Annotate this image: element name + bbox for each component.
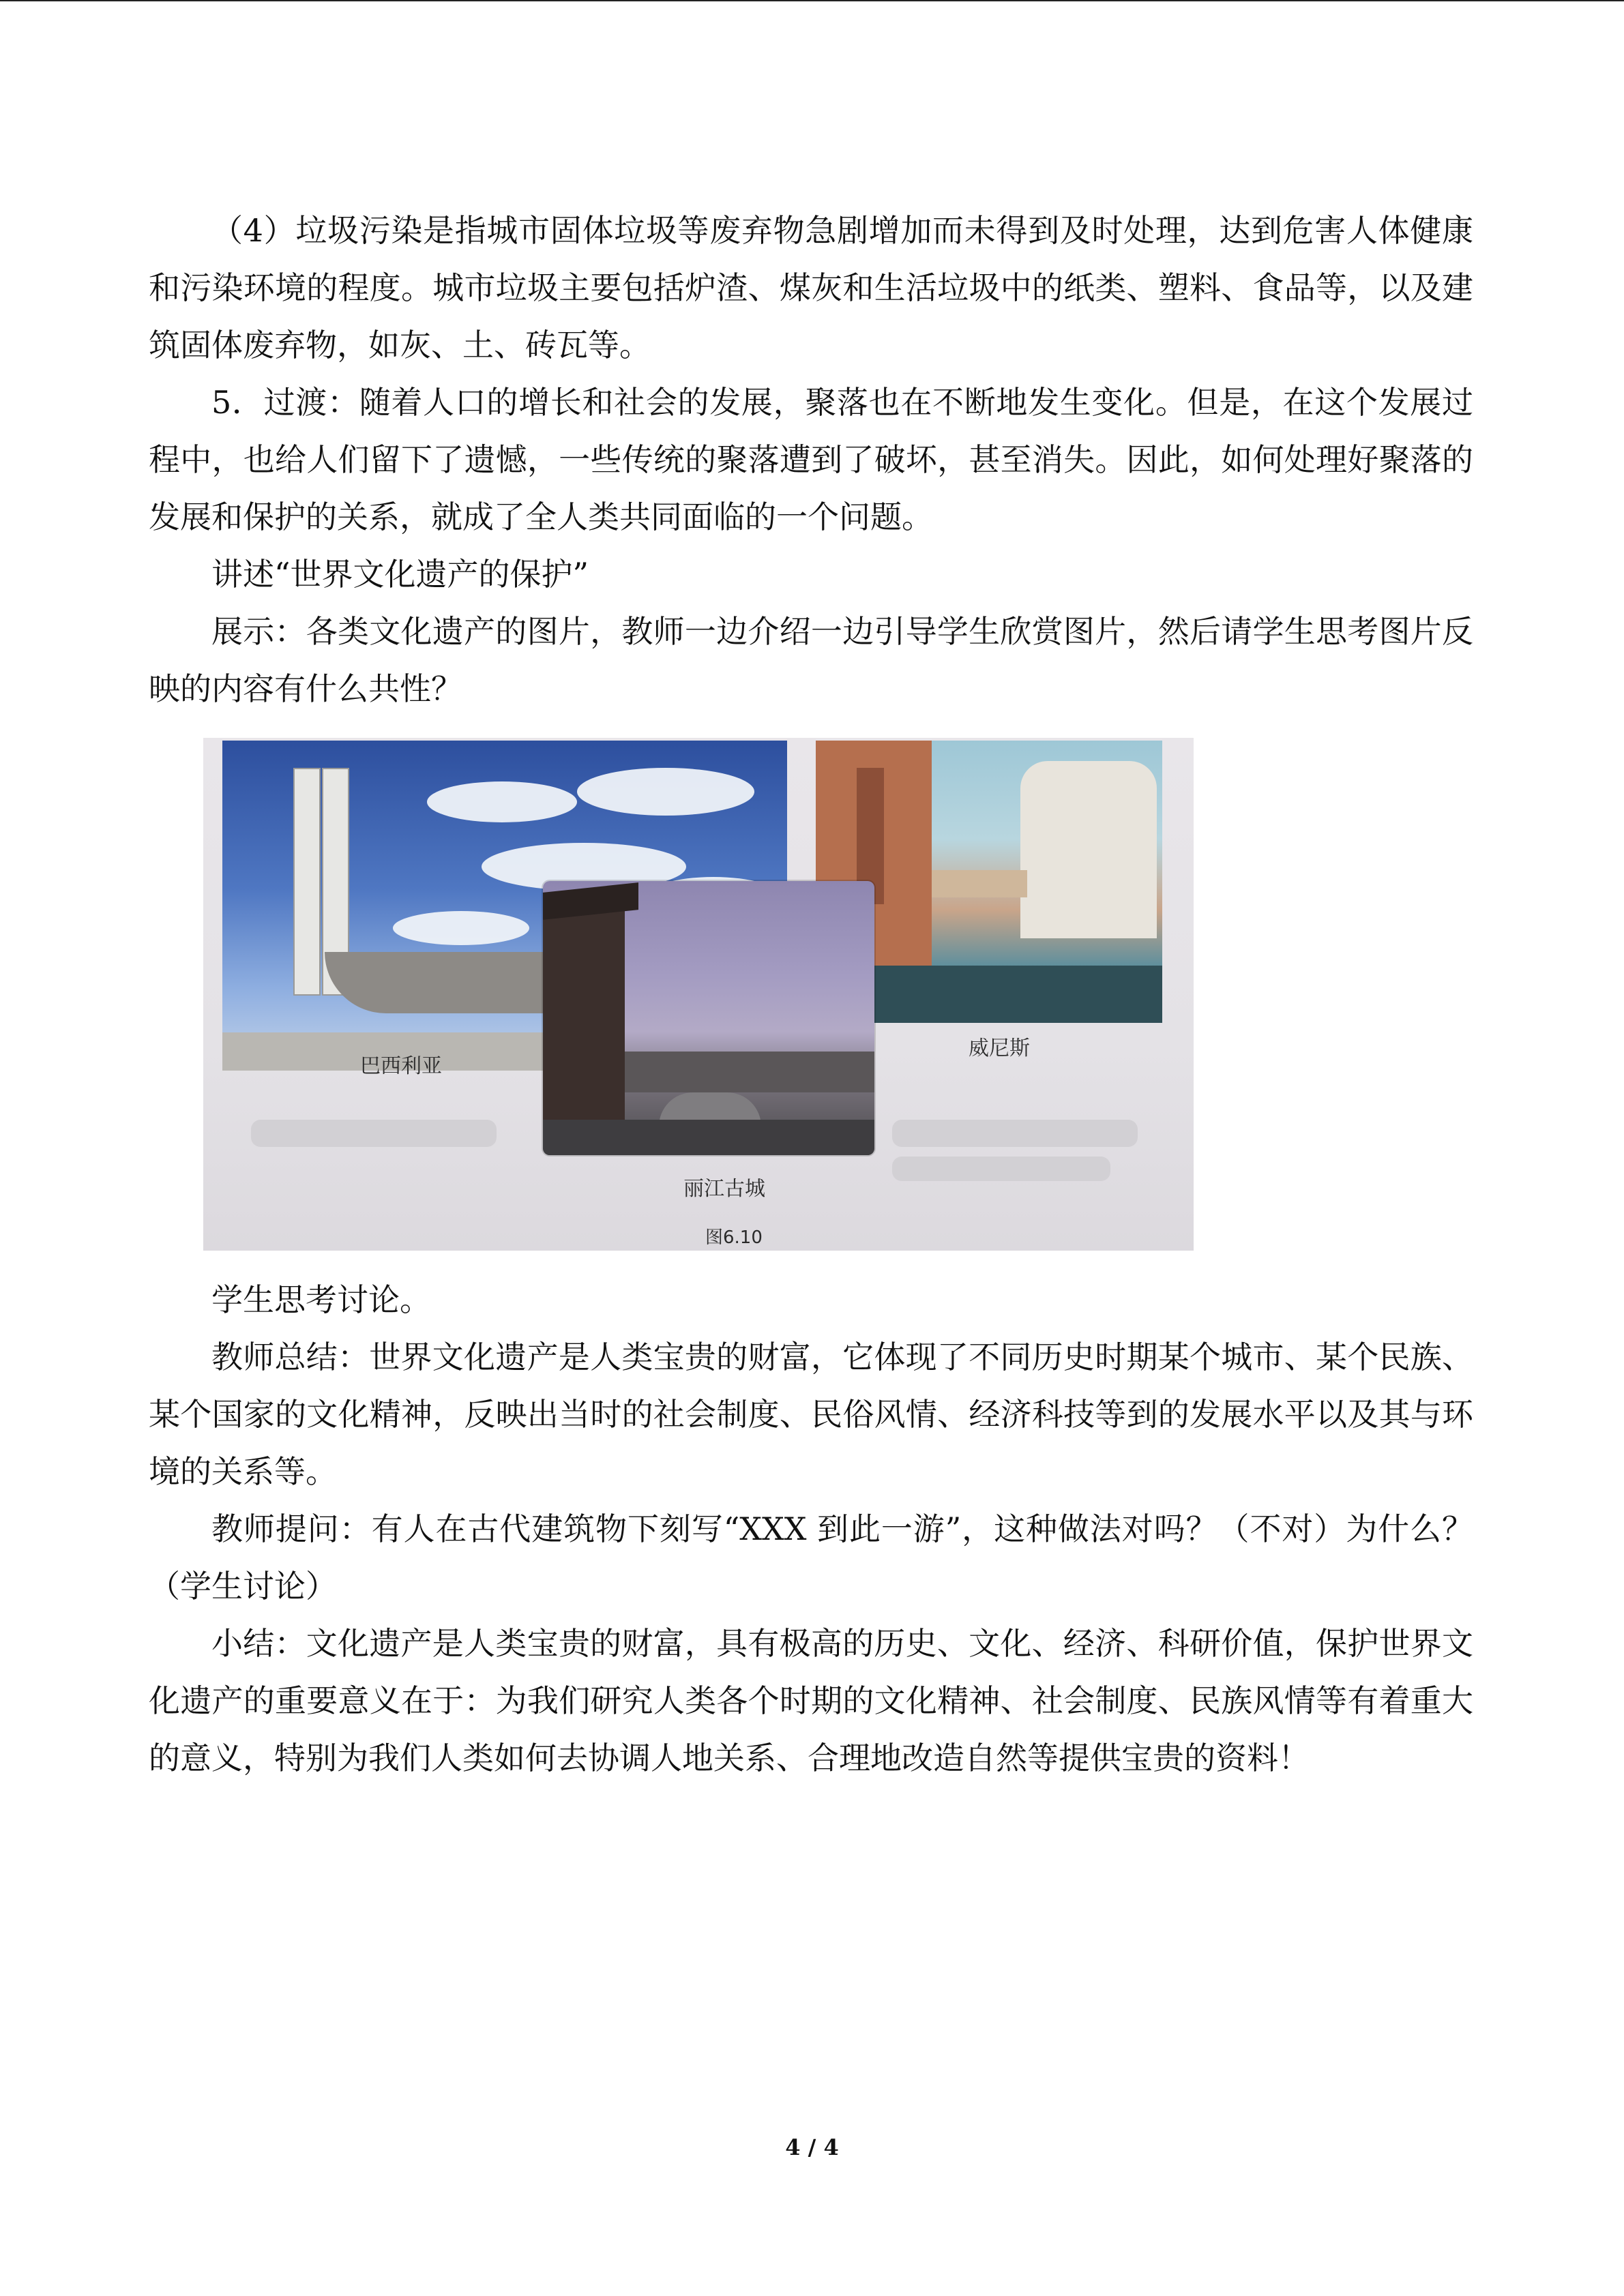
caption-brasilia: 巴西利亚: [360, 1054, 442, 1078]
paragraph-show-pictures: 展示：各类文化遗产的图片，教师一边介绍一边引导学生欣赏图片，然后请学生思考图片反映的内容有什么共性？: [149, 613, 1473, 707]
figure-label: 图6.10: [705, 1227, 763, 1248]
paragraph-lecture-heading: 讲述“世界文化遗产的保护”: [211, 556, 589, 593]
paragraph-transition: 5．过渡：随着人口的增长和社会的发展，聚落也在不断地发生变化。但是，在这个发展过程中，也给人们留下了遗憾，一些传统的聚落遭到了破坏，甚至消失。因此，如何处理好聚落的发展和保护的关系，就成了全人类共同面临的一个问题。: [149, 384, 1473, 535]
paragraph-garbage-pollution: （4）垃圾污染是指城市固体垃圾等废弃物急剧增加而未得到及时处理，达到危害人体健康和污染环境的程度。城市垃圾主要包括炉渣、煤灰和生活垃圾中的纸类、塑料、食品等，以及建筑固体废弃物，如灰、土、砖瓦等。: [149, 212, 1473, 363]
page-number: 4 / 4: [785, 2134, 839, 2160]
lijiang-photo: [543, 881, 874, 1155]
heritage-figure: [203, 738, 1194, 1251]
paragraph-conclusion: 小结：文化遗产是人类宝贵的财富，具有极高的历史、文化、经济、科研价值，保护世界文化遗产的重要意义在于：为我们研究人类各个时期的文化精神、社会制度、民族风情等有着重大的意义，特别为我们人类如何去协调人地关系、合理地改造自然等提供宝贵的资料！: [149, 1625, 1473, 1776]
page-top-border: [0, 0, 1624, 1]
caption-lijiang: 丽江古城: [683, 1177, 765, 1201]
paragraph-student-discussion: 学生思考讨论。: [211, 1281, 431, 1318]
paragraph-teacher-question: 教师提问：有人在古代建筑物下刻写“XXX 到此一游”，这种做法对吗？（不对）为什么？（学生讨论）: [149, 1510, 1473, 1605]
caption-venice: 威尼斯: [969, 1037, 1030, 1060]
paragraph-teacher-summary: 教师总结：世界文化遗产是人类宝贵的财富，它体现了不同历史时期某个城市、某个民族、某个国家的文化精神，反映出当时的社会制度、民俗风情、经济科技等到的发展水平以及其与环境的关系等。: [149, 1339, 1473, 1490]
